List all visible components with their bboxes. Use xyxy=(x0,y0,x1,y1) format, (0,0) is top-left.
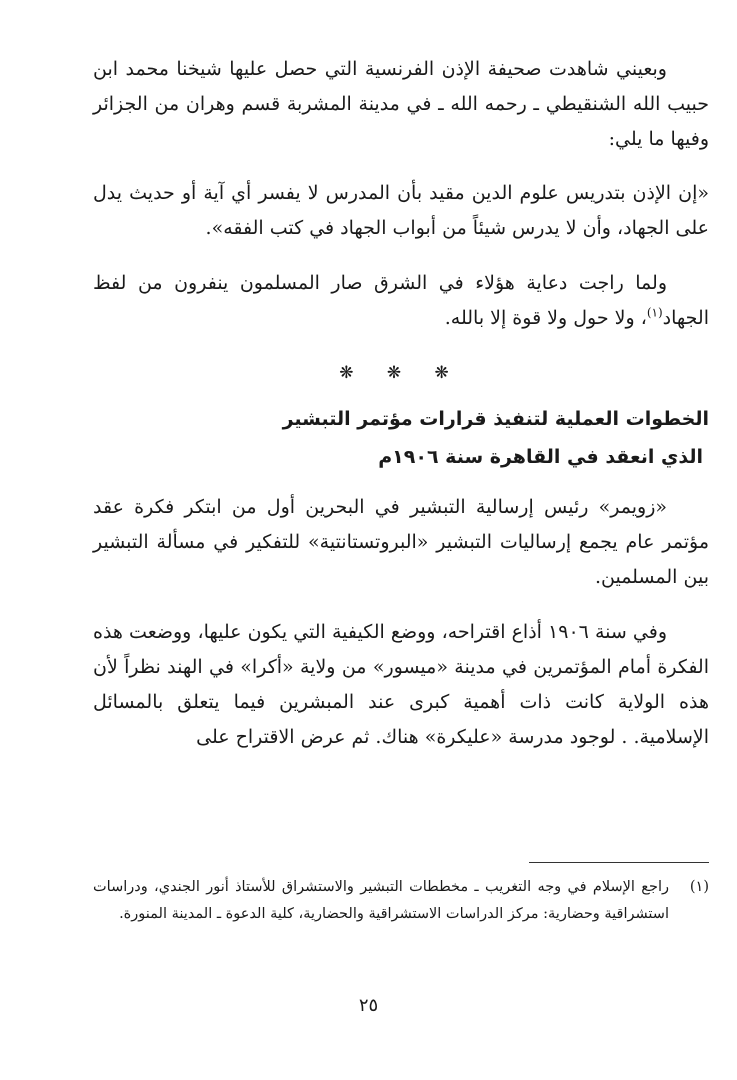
paragraph-3 xyxy=(93,266,709,336)
footnote xyxy=(93,874,709,928)
footnote-number: (١) xyxy=(689,879,709,895)
paragraph-3-end: ، ولا حول ولا قوة إلا بالله. xyxy=(444,307,647,329)
paragraph-1: وبعيني شاهدت صحيفة الإذن الفرنسية التي حصل عليها شيخنا محمد ابن حبيب الله الشنقيطي ـ رحمه الله ـ في مدينة المشربة قسم وهران من الجزائر وفيها ما يلي: xyxy=(93,58,709,150)
paragraph-5: وفي سنة ١٩٠٦ أذاع اقتراحه، ووضع الكيفية التي يكون عليها، ووضعت هذه الفكرة أمام المؤتمرين في مدينة «ميسور» من ولاية «أكرا» في الهند نظراً لأن هذه الولاية كانت ذات أهمية كبرى عند المبشرين فيما يتعلق بالمسائل الإسلامية. . لوجود مدرسة «عليكرة» هناك. ثم عرض الاقتراح على xyxy=(93,621,709,748)
section-heading-line-1: الخطوات العملية لتنفيذ قرارات مؤتمر التبشير xyxy=(282,408,709,430)
paragraph-3-start: ولما راجت دعاية هؤلاء في الشرق صار المسلمون ينفرون من لفظ الجهاد xyxy=(93,272,709,329)
footnote-reference[interactable]: (١) xyxy=(646,305,663,320)
footnote-text: راجع الإسلام في وجه التغريب ـ مخططات التبشير والاستشراق للأستاذ أنور الجندي، ودراسات استشراقية وحضارية: مركز الدراسات الاستشراقية والحضارية، كلية الدعوة ـ المدينة المنورة. xyxy=(93,879,669,922)
quote-paragraph: «إن الإذن بتدريس علوم الدين مقيد بأن المدرس لا يفسر أي آية أو حديث يدل على الجهاد، وأن لا يدرس شيئاً من أبواب الجهاد في كتب الفقه». xyxy=(93,182,709,239)
page-number: ٢٥ xyxy=(358,995,379,1016)
section-heading-line-2: الذي انعقد في القاهرة سنة ١٩٠٦م xyxy=(378,446,703,468)
page-body xyxy=(93,52,709,755)
footnote-divider xyxy=(529,862,709,863)
paragraph-4: «زويمر» رئيس إرسالية التبشير في البحرين أول من ابتكر فكرة عقد مؤتمر عام يجمع إرساليات التبشير «البروتستانتية» للتفكير في مسألة التبشير بين المسلمين. xyxy=(93,496,709,588)
section-separator: ❋ ❋ ❋ xyxy=(339,363,463,383)
